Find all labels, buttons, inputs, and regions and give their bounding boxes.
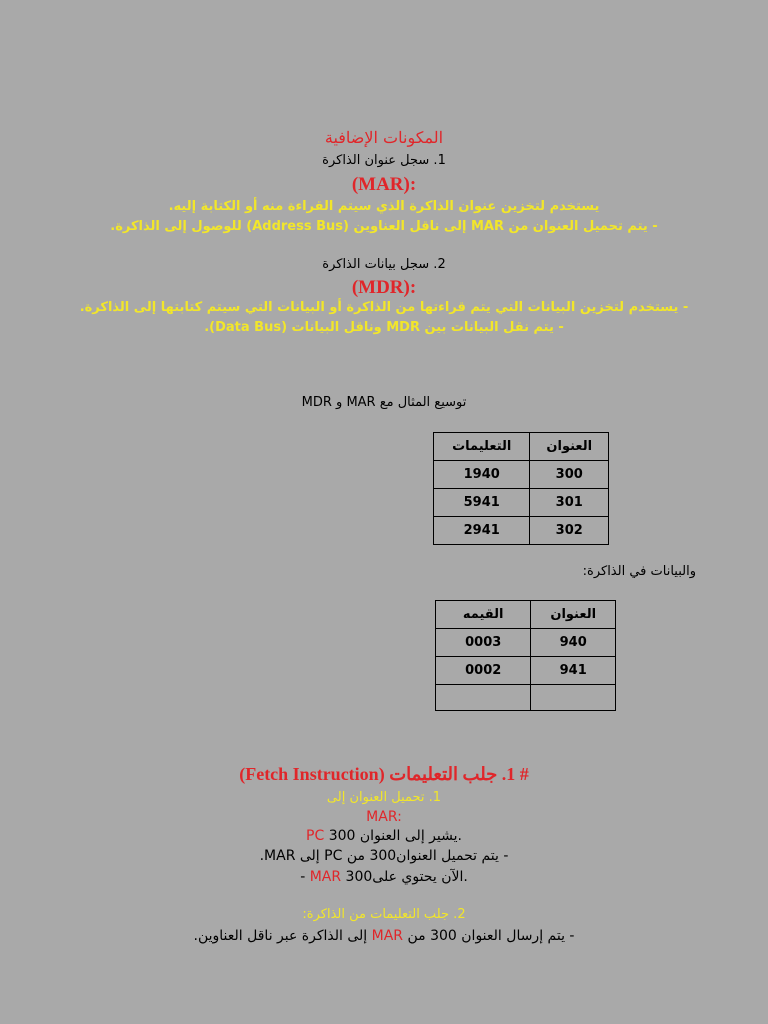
column-header: العنوان xyxy=(530,433,609,461)
fetch-step2-prefix: - يتم إرسال العنوان 300 من xyxy=(407,928,575,944)
data-intro: والبيانات في الذاكرة: xyxy=(582,564,696,579)
table-cell: 5941 xyxy=(434,489,530,517)
mdr-item-title: 2. سجل بيانات الذاكرة xyxy=(322,257,446,272)
fetch-step2-line xyxy=(0,928,768,944)
table-cell xyxy=(436,685,531,711)
mar-label: (MAR): xyxy=(351,174,417,195)
table-cell: 1940 xyxy=(434,461,530,489)
table-cell: 301 xyxy=(530,489,609,517)
fetch-step1-mar: MAR: xyxy=(366,809,402,825)
table-row xyxy=(434,461,609,489)
table-cell: 0002 xyxy=(436,657,531,685)
fetch-step1-line1 xyxy=(0,828,768,844)
example-intro: توسيع المثال مع MAR و MDR xyxy=(301,395,467,410)
data-table xyxy=(435,600,616,711)
section-title: المكونات الإضافية xyxy=(324,128,444,147)
mar-register: MAR xyxy=(371,928,404,944)
table-header-row xyxy=(434,433,609,461)
table-cell: 941 xyxy=(531,657,616,685)
table-cell xyxy=(531,685,616,711)
mar-register: MAR xyxy=(309,869,342,885)
fetch-step1-line1-text: يشير إلى العنوان 300. xyxy=(328,828,462,844)
mdr-description-1: - يستخدم لتخزين البيانات التي يتم قراءتها من الذاكرة أو البيانات التي سيتم كتابتها إلى الذاكرة. xyxy=(79,300,689,315)
fetch-heading: # 1. جلب التعليمات (Fetch Instruction) xyxy=(239,764,529,784)
table-row xyxy=(434,489,609,517)
table-cell: 300 xyxy=(530,461,609,489)
table-row xyxy=(436,629,616,657)
table-cell: 302 xyxy=(530,517,609,545)
mdr-label: (MDR): xyxy=(351,277,417,298)
mdr-description-2: - يتم نقل البيانات بين MDR وناقل البيانات (Data Bus). xyxy=(204,320,564,335)
table-row xyxy=(436,657,616,685)
pc-register: PC xyxy=(306,828,325,844)
column-header: العنوان xyxy=(531,601,616,629)
instructions-table xyxy=(433,432,609,545)
table-cell: 940 xyxy=(531,629,616,657)
table-header-row xyxy=(436,601,616,629)
mar-description-1: يستخدم لتخزين عنوان الذاكرة الذي سيتم القراءة منه أو الكتابة إليه. xyxy=(168,199,600,214)
table-row xyxy=(436,685,616,711)
column-header: التعليمات xyxy=(434,433,530,461)
fetch-step1-line3 xyxy=(0,869,768,885)
fetch-step1-line2: - يتم تحميل العنوان300 من PC إلى MAR. xyxy=(259,848,509,864)
dash-prefix: - xyxy=(300,869,306,885)
fetch-step1-title: 1. تحميل العنوان إلى xyxy=(326,790,442,805)
table-cell: 2941 xyxy=(434,517,530,545)
fetch-step1-line3-text: الآن يحتوي على300. xyxy=(345,869,468,885)
mar-description-2: - يتم تحميل العنوان من MAR إلى ناقل العناوين (Address Bus) للوصول إلى الذاكرة. xyxy=(110,219,658,234)
table-row xyxy=(434,517,609,545)
table-cell: 0003 xyxy=(436,629,531,657)
fetch-step2-text: إلى الذاكرة عبر ناقل العناوين. xyxy=(193,928,368,944)
fetch-step2-title: 2. جلب التعليمات من الذاكرة: xyxy=(302,907,466,922)
mar-item-title: 1. سجل عنوان الذاكرة xyxy=(322,153,446,168)
column-header: القيمه xyxy=(436,601,531,629)
